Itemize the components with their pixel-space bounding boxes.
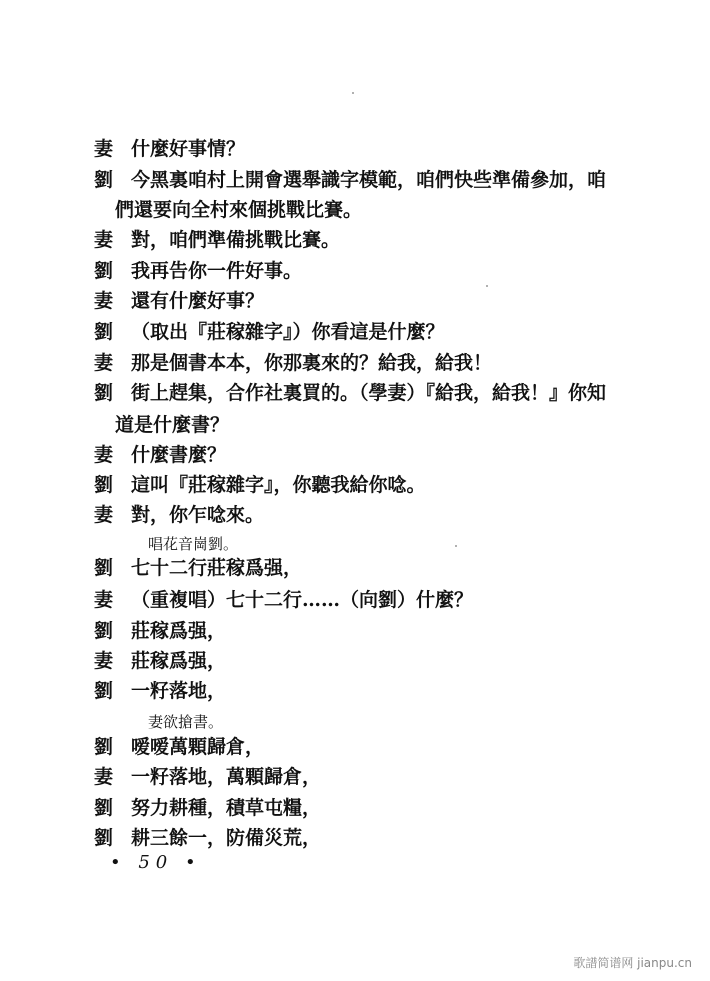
dialogue-text: 一籽落地，萬顆歸倉， <box>131 766 322 788</box>
dialogue-text: 耕三餘一，防備災荒， <box>131 827 322 849</box>
dialogue-text: 莊稼爲强， <box>131 650 227 672</box>
dialogue-text: 一籽落地， <box>131 680 227 702</box>
dialogue-text: （重複唱）七十二行……（向劉）什麼？ <box>131 589 474 611</box>
speaker-name: 妻 <box>94 504 114 526</box>
speaker-name: 劉 <box>94 169 114 191</box>
dialogue-text: 我再告你一件好事。 <box>131 260 303 282</box>
speaker-name: 妻 <box>94 589 114 611</box>
dialogue-text: 那是個書本本，你那裏來的？給我，給我！ <box>131 352 493 374</box>
speaker-name: 劉 <box>94 382 114 404</box>
dialogue-text: 還有什麼好事？ <box>131 290 265 312</box>
speaker-name: 劉 <box>94 736 114 758</box>
dialogue-text: 對，咱們準備挑戰比賽。 <box>131 229 341 251</box>
speaker-name: 劉 <box>94 474 114 496</box>
dialogue-text: 什麼好事情？ <box>131 138 246 160</box>
speaker-name: 劉 <box>94 321 114 343</box>
paper-speck <box>352 92 354 94</box>
dialogue-text: 街上趕集，合作社裏買的。（學妻）『給我，給我！』你知 <box>131 382 607 404</box>
speaker-name: 劉 <box>94 827 114 849</box>
dialogue-text: 今黑裏咱村上開會選舉識字模範，咱們快些準備參加，咱 <box>131 169 607 191</box>
dialogue-text: 對，你乍唸來。 <box>131 504 265 526</box>
speaker-name: 妻 <box>94 138 114 160</box>
speaker-name: 劉 <box>94 557 114 579</box>
dialogue-text: 七十二行莊稼爲强， <box>131 557 303 579</box>
dialogue-text: 嗳嗳萬顆歸倉， <box>131 736 265 758</box>
dialogue-text: （取出『莊稼雜字』）你看這是什麼？ <box>131 321 445 343</box>
speaker-name: 劉 <box>94 797 114 819</box>
speaker-name: 妻 <box>94 290 114 312</box>
dialogue-text: 這叫『莊稼雜字』，你聽我給你唸。 <box>131 474 426 496</box>
speaker-name: 妻 <box>94 229 114 251</box>
paper-speck <box>455 545 457 547</box>
speaker-name: 劉 <box>94 260 114 282</box>
speaker-name: 妻 <box>94 766 114 788</box>
dialogue-text: 道是什麼書？ <box>115 414 230 436</box>
dialogue-text: 莊稼爲强， <box>131 620 227 642</box>
speaker-name: 妻 <box>94 444 114 466</box>
speaker-name: 劉 <box>94 680 114 702</box>
dialogue-text: 們還要向全村來個挑戰比賽。 <box>115 199 363 221</box>
dialogue-text: 什麼書麼？ <box>131 444 227 466</box>
paper-speck <box>486 285 488 287</box>
watermark-text: 歌譜简谱网 jianpu.cn <box>573 956 692 970</box>
speaker-name: 妻 <box>94 650 114 672</box>
stage-direction-text: 唱花音崗劉。 <box>148 535 239 553</box>
speaker-name: 劉 <box>94 620 114 642</box>
dialogue-text: 努力耕種，積草屯糧， <box>131 797 322 819</box>
speaker-name: 妻 <box>94 352 114 374</box>
stage-direction-text: 妻欲搶書。 <box>148 713 224 731</box>
page-number: • 50 • <box>110 852 202 873</box>
